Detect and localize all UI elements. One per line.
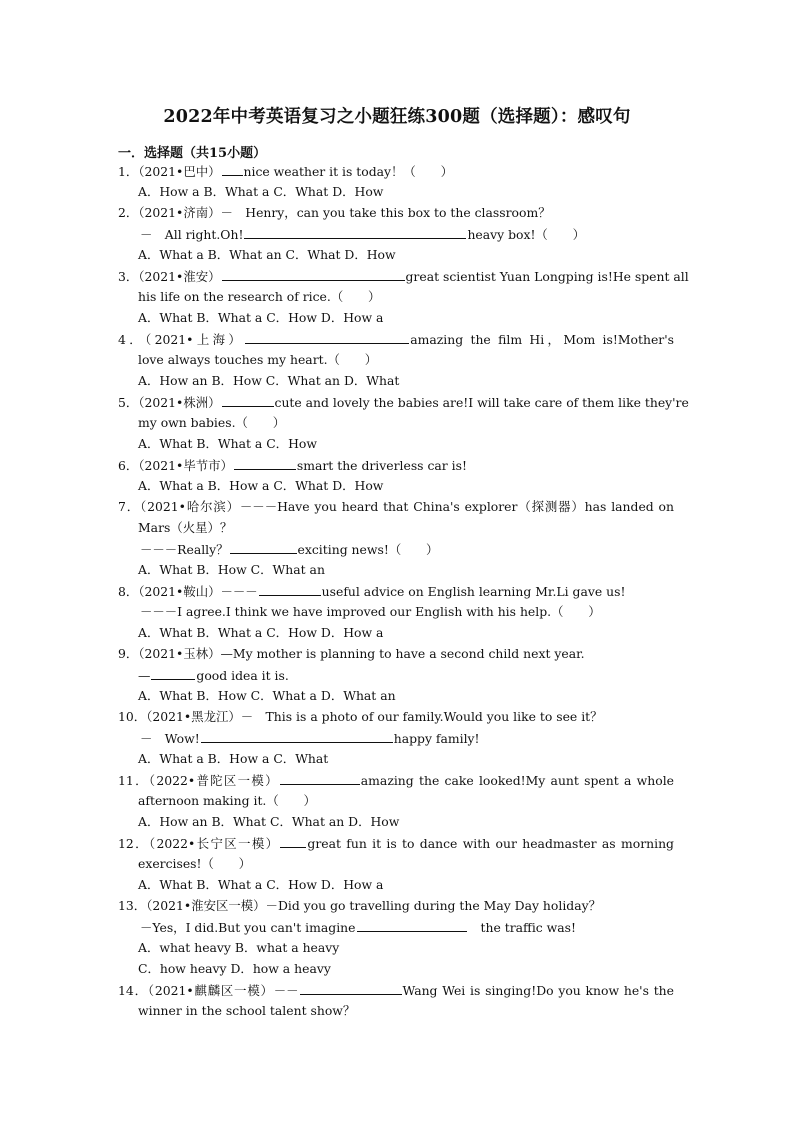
question-13: 13．（2021•淮安区一模）－Did you go travelling during the May Day holiday？ (118, 898, 602, 913)
question-number: 6． (118, 458, 139, 473)
question-11: 11．（2022•普陀区一模） amazing the cake looked!My aunt spent a whole (118, 773, 674, 788)
question-8-line-2: －－－I agree.I think we have improved our English with his help.（ ） (140, 604, 601, 619)
answer-blank[interactable] (244, 226, 466, 239)
answer-blank[interactable] (259, 583, 321, 596)
question-8-options: A．What B．What a C．How D．How a (138, 625, 384, 640)
question-number: 13． (118, 898, 147, 913)
question-6: 6．（2021•毕节市） smart the driverless car is! (118, 458, 467, 473)
question-number: 7． (118, 499, 141, 514)
answer-blank[interactable] (151, 667, 195, 680)
answer-blank[interactable] (234, 457, 296, 470)
question-14: 14．（2021•麒麟区一模）－－ Wang Wei is singing!Do you know he's the (118, 983, 674, 998)
answer-blank[interactable] (222, 394, 274, 407)
question-number: 8． (118, 584, 139, 599)
question-1-options: A．How a B．What a C．What D．How (138, 184, 384, 199)
question-12-options: A．What B．What a C．How D．How a (138, 877, 384, 892)
question-11-options: A．How an B．What C．What an D．How (138, 814, 400, 829)
answer-blank[interactable] (222, 268, 405, 281)
question-11-line-2: afternoon making it.（ ） (138, 793, 316, 808)
document-title: 2022年中考英语复习之小题狂练300题（选择题）：感叹句 (163, 107, 631, 127)
question-13-line-2: －Yes，I did.But you can't imagine the traffic was! (140, 920, 576, 935)
question-2-line-2: － All right.Oh! heavy box!（ ） (140, 227, 585, 242)
question-number: 11． (118, 773, 149, 788)
question-4-options: A．How an B．How C．What an D．What (138, 373, 400, 388)
question-3-options: A．What B．What a C．How D．How a (138, 310, 384, 325)
question-10-line-2: － Wow! happy family! (140, 731, 480, 746)
question-14-line-2: winner in the school talent show？ (138, 1003, 356, 1018)
question-4-line-2: love always touches my heart.（ ） (138, 352, 378, 367)
question-3: 3．（2021•淮安） great scientist Yuan Longping is!He spent all (118, 269, 689, 284)
question-number: 1． (118, 164, 139, 179)
question-13-options-1: A．what heavy B．what a heavy (138, 940, 340, 955)
question-2-options: A．What a B．What an C．What D．How (138, 247, 396, 262)
question-number: 9． (118, 646, 139, 661)
question-8: 8．（2021•鞍山）－－－ useful advice on English learning Mr.Li gave us! (118, 584, 626, 599)
question-number: 14． (118, 983, 148, 998)
answer-blank[interactable] (357, 919, 467, 932)
question-4: 4．（2021•上海） amazing the film Hi，Mom is!Mother's (118, 332, 674, 347)
answer-blank[interactable] (280, 772, 360, 785)
question-number: 3． (118, 269, 139, 284)
answer-blank[interactable] (300, 982, 402, 995)
answer-blank[interactable] (245, 331, 409, 344)
question-6-options: A．What a B．How a C．What D．How (138, 478, 384, 493)
answer-blank[interactable] (222, 163, 243, 176)
question-1: 1．（2021•巴中） nice weather it is today！（ ） (118, 164, 453, 179)
question-number: 10． (118, 709, 147, 724)
question-7-options: A．What B．How C．What an (138, 562, 325, 577)
question-9-options: A．What B．How C．What a D．What an (138, 688, 396, 703)
question-7: 7．（2021•哈尔滨）－－－Have you heard that China's explorer（探测器）has landed on (118, 499, 674, 514)
question-13-options-2: C．how heavy D．how a heavy (138, 961, 331, 976)
answer-blank[interactable] (280, 835, 306, 848)
question-10: 10．（2021•黑龙江）－ This is a photo of our family.Would you like to see it？ (118, 709, 603, 724)
question-number: 2． (118, 205, 139, 220)
question-12: 12．（2022•长宁区一模） great fun it is to dance with our headmaster as morning (118, 836, 674, 851)
question-2: 2．（2021•济南）－ Henry，can you take this box to the classroom？ (118, 205, 551, 220)
question-7-line-3: －－－Really？ exciting news!（ ） (140, 542, 439, 557)
question-number: 12． (118, 836, 149, 851)
answer-blank[interactable] (201, 730, 393, 743)
question-number: 4． (118, 332, 146, 347)
question-5-options: A．What B．What a C．How (138, 436, 317, 451)
question-10-options: A．What a B．How a C．What (138, 751, 329, 766)
question-5: 5．（2021•株洲） cute and lovely the babies are!I will take care of them like they're (118, 395, 689, 410)
question-7-line-2: Mars（火星）？ (138, 520, 233, 535)
question-9-line-2: — good idea it is. (138, 668, 289, 683)
question-3-line-2: his life on the research of rice.（ ） (138, 289, 381, 304)
question-12-line-2: exercises!（ ） (138, 856, 252, 871)
question-number: 5． (118, 395, 139, 410)
answer-blank[interactable] (230, 541, 297, 554)
section-heading: 一．选择题（共15小题） (118, 146, 267, 161)
question-5-line-2: my own babies.（ ） (138, 415, 286, 430)
question-9: 9．（2021•玉林）—My mother is planning to have a second child next year. (118, 646, 585, 661)
